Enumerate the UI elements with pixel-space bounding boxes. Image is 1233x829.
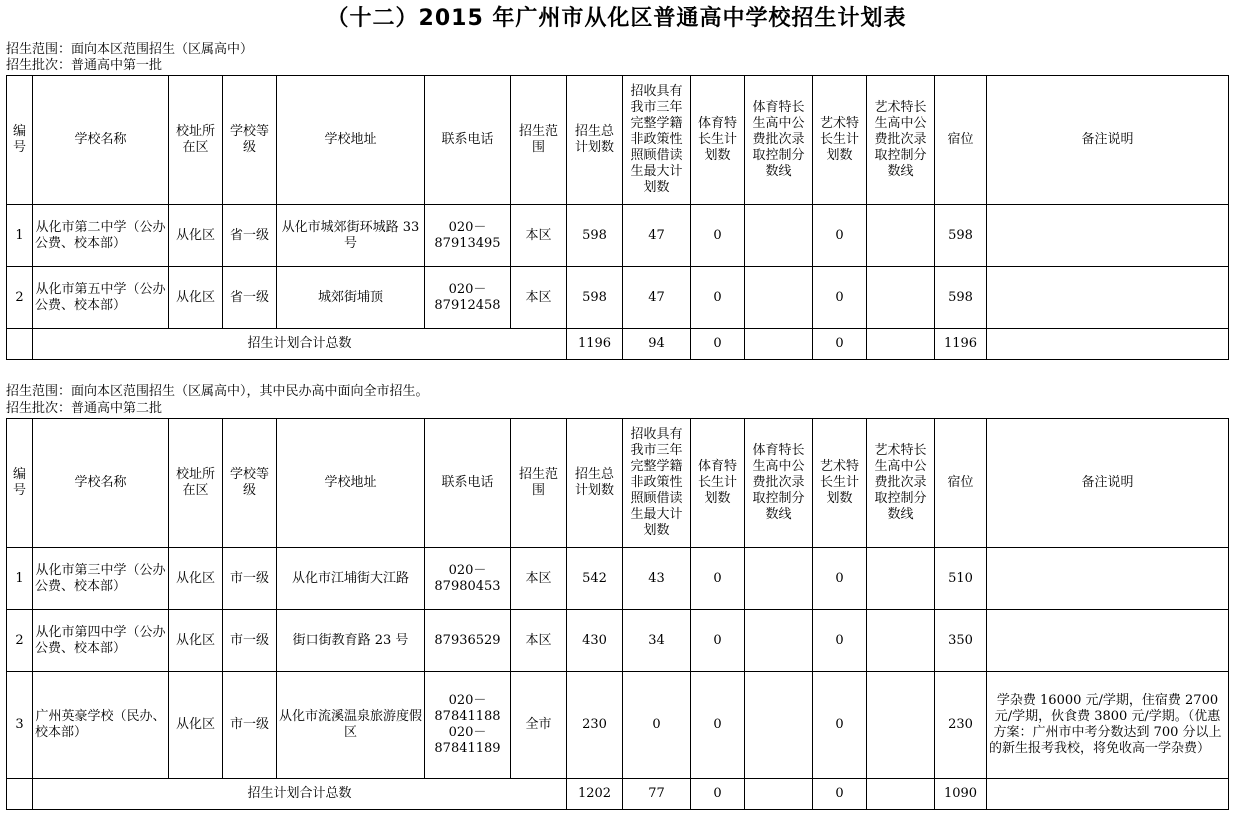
summary-sports-plan: 0	[691, 779, 745, 810]
row-range: 本区	[511, 267, 567, 329]
row-district: 从化区	[169, 672, 223, 779]
row-dorm: 598	[935, 267, 987, 329]
enrollment-table-2	[6, 418, 1229, 810]
header-level: 学校等级	[223, 419, 277, 548]
row-address: 从化市城郊街环城路 33 号	[277, 205, 425, 267]
header-total: 招生总计划数	[567, 76, 623, 205]
row-art-plan: 0	[813, 548, 867, 610]
row-level: 市一级	[223, 672, 277, 779]
row-level: 省一级	[223, 205, 277, 267]
row-no: 1	[7, 205, 33, 267]
row-total: 430	[567, 610, 623, 672]
summary-sports-plan: 0	[691, 329, 745, 360]
row-policy: 34	[623, 610, 691, 672]
phone-line: 87913495	[434, 235, 501, 251]
row-address: 城郊街埔顶	[277, 267, 425, 329]
phone-line: 020－	[448, 562, 487, 578]
phone-line: 87980453	[434, 578, 501, 594]
phone-line: 87912458	[434, 297, 501, 313]
row-no: 2	[7, 610, 33, 672]
header-sports-line: 体育特长生高中公费批次录取控制分数线	[745, 76, 813, 205]
row-sports-line	[745, 205, 813, 267]
header-phone: 联系电话	[425, 419, 511, 548]
row-sports-plan: 0	[691, 205, 745, 267]
row-sports-line	[745, 548, 813, 610]
row-policy: 47	[623, 267, 691, 329]
header-level: 学校等级	[223, 76, 277, 205]
section-2-scope: 招生范围：面向本区范围招生（区属高中），其中民办高中面向全市招生。	[6, 384, 429, 399]
row-district: 从化区	[169, 548, 223, 610]
row-sports-line	[745, 267, 813, 329]
row-sports-line	[745, 610, 813, 672]
row-art-line	[867, 610, 935, 672]
row-school-name: 从化市第三中学（公办公费、校本部）	[33, 548, 169, 610]
row-dorm: 598	[935, 205, 987, 267]
header-policy: 招收具有我市三年完整学籍非政策性照顾借读生最大计划数	[623, 419, 691, 548]
row-art-plan: 0	[813, 205, 867, 267]
header-school-name: 学校名称	[33, 419, 169, 548]
row-remark	[987, 610, 1229, 672]
header-policy: 招收具有我市三年完整学籍非政策性照顾借读生最大计划数	[623, 76, 691, 205]
summary-policy: 94	[623, 329, 691, 360]
header-no: 编号	[7, 76, 33, 205]
row-no: 2	[7, 267, 33, 329]
summary-dorm: 1196	[935, 329, 987, 360]
row-range: 本区	[511, 548, 567, 610]
row-level: 市一级	[223, 610, 277, 672]
enrollment-table-1	[6, 75, 1229, 360]
row-range: 本区	[511, 610, 567, 672]
table-row	[7, 267, 1229, 329]
table-header-row	[7, 76, 1229, 205]
table-row	[7, 610, 1229, 672]
row-school-name: 广州英豪学校（民办、校本部）	[33, 672, 169, 779]
header-art-line: 艺术特长生高中公费批次录取控制分数线	[867, 419, 935, 548]
summary-blank	[7, 779, 33, 810]
row-remark	[987, 548, 1229, 610]
summary-remark	[987, 779, 1229, 810]
section-1-batch: 招生批次：普通高中第一批	[6, 58, 163, 73]
row-dorm: 350	[935, 610, 987, 672]
phone-line: 020－	[448, 725, 487, 740]
table-header-row	[7, 419, 1229, 548]
row-art-line	[867, 205, 935, 267]
row-range: 本区	[511, 205, 567, 267]
row-district: 从化区	[169, 267, 223, 329]
row-remark	[987, 267, 1229, 329]
row-level: 省一级	[223, 267, 277, 329]
row-school-name: 从化市第五中学（公办公费、校本部）	[33, 267, 169, 329]
row-address: 从化市江埔街大江路	[277, 548, 425, 610]
row-sports-line	[745, 672, 813, 779]
row-no: 3	[7, 672, 33, 779]
row-sports-plan: 0	[691, 610, 745, 672]
header-art-plan: 艺术特长生计划数	[813, 419, 867, 548]
row-total: 542	[567, 548, 623, 610]
header-art-line: 艺术特长生高中公费批次录取控制分数线	[867, 76, 935, 205]
row-remark: 学杂费 16000 元/学期，住宿费 2700 元/学期，伙食费 3800 元/学期。（优惠方案：广州市中考分数达到 700 分以上的新生报考我校，将免收高一学杂费）	[987, 672, 1229, 779]
row-remark	[987, 205, 1229, 267]
row-art-line	[867, 267, 935, 329]
row-address: 街口街教育路 23 号	[277, 610, 425, 672]
summary-label: 招生计划合计总数	[33, 779, 567, 810]
header-range: 招生范围	[511, 419, 567, 548]
phone-line: 87841189	[434, 741, 501, 756]
row-sports-plan: 0	[691, 548, 745, 610]
header-no: 编号	[7, 419, 33, 548]
row-art-plan: 0	[813, 267, 867, 329]
row-total: 598	[567, 267, 623, 329]
summary-art-line	[867, 329, 935, 360]
row-phone	[425, 548, 511, 610]
row-district: 从化区	[169, 205, 223, 267]
summary-row	[7, 329, 1229, 360]
row-phone	[425, 610, 511, 672]
header-total: 招生总计划数	[567, 419, 623, 548]
summary-sports-line	[745, 329, 813, 360]
header-sports-plan: 体育特长生计划数	[691, 76, 745, 205]
header-remark: 备注说明	[987, 419, 1229, 548]
header-address: 学校地址	[277, 419, 425, 548]
header-art-plan: 艺术特长生计划数	[813, 76, 867, 205]
phone-line: 020－	[448, 693, 487, 708]
summary-art-plan: 0	[813, 329, 867, 360]
summary-total: 1196	[567, 329, 623, 360]
summary-dorm: 1090	[935, 779, 987, 810]
summary-blank	[7, 329, 33, 360]
header-remark: 备注说明	[987, 76, 1229, 205]
row-phone	[425, 267, 511, 329]
header-dorm: 宿位	[935, 419, 987, 548]
summary-remark	[987, 329, 1229, 360]
row-dorm: 230	[935, 672, 987, 779]
table-row	[7, 548, 1229, 610]
section-2-batch: 招生批次：普通高中第二批	[6, 401, 163, 416]
section-1-scope: 招生范围：面向本区范围招生（区属高中）	[6, 42, 254, 57]
phone-line: 020－	[448, 219, 487, 235]
row-art-line	[867, 548, 935, 610]
summary-sports-line	[745, 779, 813, 810]
row-policy: 0	[623, 672, 691, 779]
row-total: 230	[567, 672, 623, 779]
row-total: 598	[567, 205, 623, 267]
header-dorm: 宿位	[935, 76, 987, 205]
row-no: 1	[7, 548, 33, 610]
header-phone: 联系电话	[425, 76, 511, 205]
row-sports-plan: 0	[691, 672, 745, 779]
header-district: 校址所在区	[169, 419, 223, 548]
row-district: 从化区	[169, 610, 223, 672]
header-range: 招生范围	[511, 76, 567, 205]
header-school-name: 学校名称	[33, 76, 169, 205]
row-school-name: 从化市第二中学（公办公费、校本部）	[33, 205, 169, 267]
table-row	[7, 205, 1229, 267]
row-policy: 43	[623, 548, 691, 610]
row-art-plan: 0	[813, 610, 867, 672]
row-dorm: 510	[935, 548, 987, 610]
phone-line: 020－	[448, 281, 487, 297]
row-level: 市一级	[223, 548, 277, 610]
summary-row	[7, 779, 1229, 810]
phone-line: 87936529	[434, 632, 501, 648]
summary-policy: 77	[623, 779, 691, 810]
row-address: 从化市流溪温泉旅游度假区	[277, 672, 425, 779]
phone-line: 87841188	[434, 709, 501, 724]
header-sports-plan: 体育特长生计划数	[691, 419, 745, 548]
page-title: （十二）2015 年广州市从化区普通高中学校招生计划表	[326, 6, 907, 31]
row-sports-plan: 0	[691, 267, 745, 329]
row-policy: 47	[623, 205, 691, 267]
row-phone	[425, 672, 511, 779]
header-district: 校址所在区	[169, 76, 223, 205]
summary-total: 1202	[567, 779, 623, 810]
header-address: 学校地址	[277, 76, 425, 205]
header-sports-line: 体育特长生高中公费批次录取控制分数线	[745, 419, 813, 548]
summary-art-plan: 0	[813, 779, 867, 810]
summary-art-line	[867, 779, 935, 810]
row-art-line	[867, 672, 935, 779]
table-row	[7, 672, 1229, 779]
summary-label: 招生计划合计总数	[33, 329, 567, 360]
row-range: 全市	[511, 672, 567, 779]
row-phone	[425, 205, 511, 267]
row-art-plan: 0	[813, 672, 867, 779]
row-school-name: 从化市第四中学（公办公费、校本部）	[33, 610, 169, 672]
